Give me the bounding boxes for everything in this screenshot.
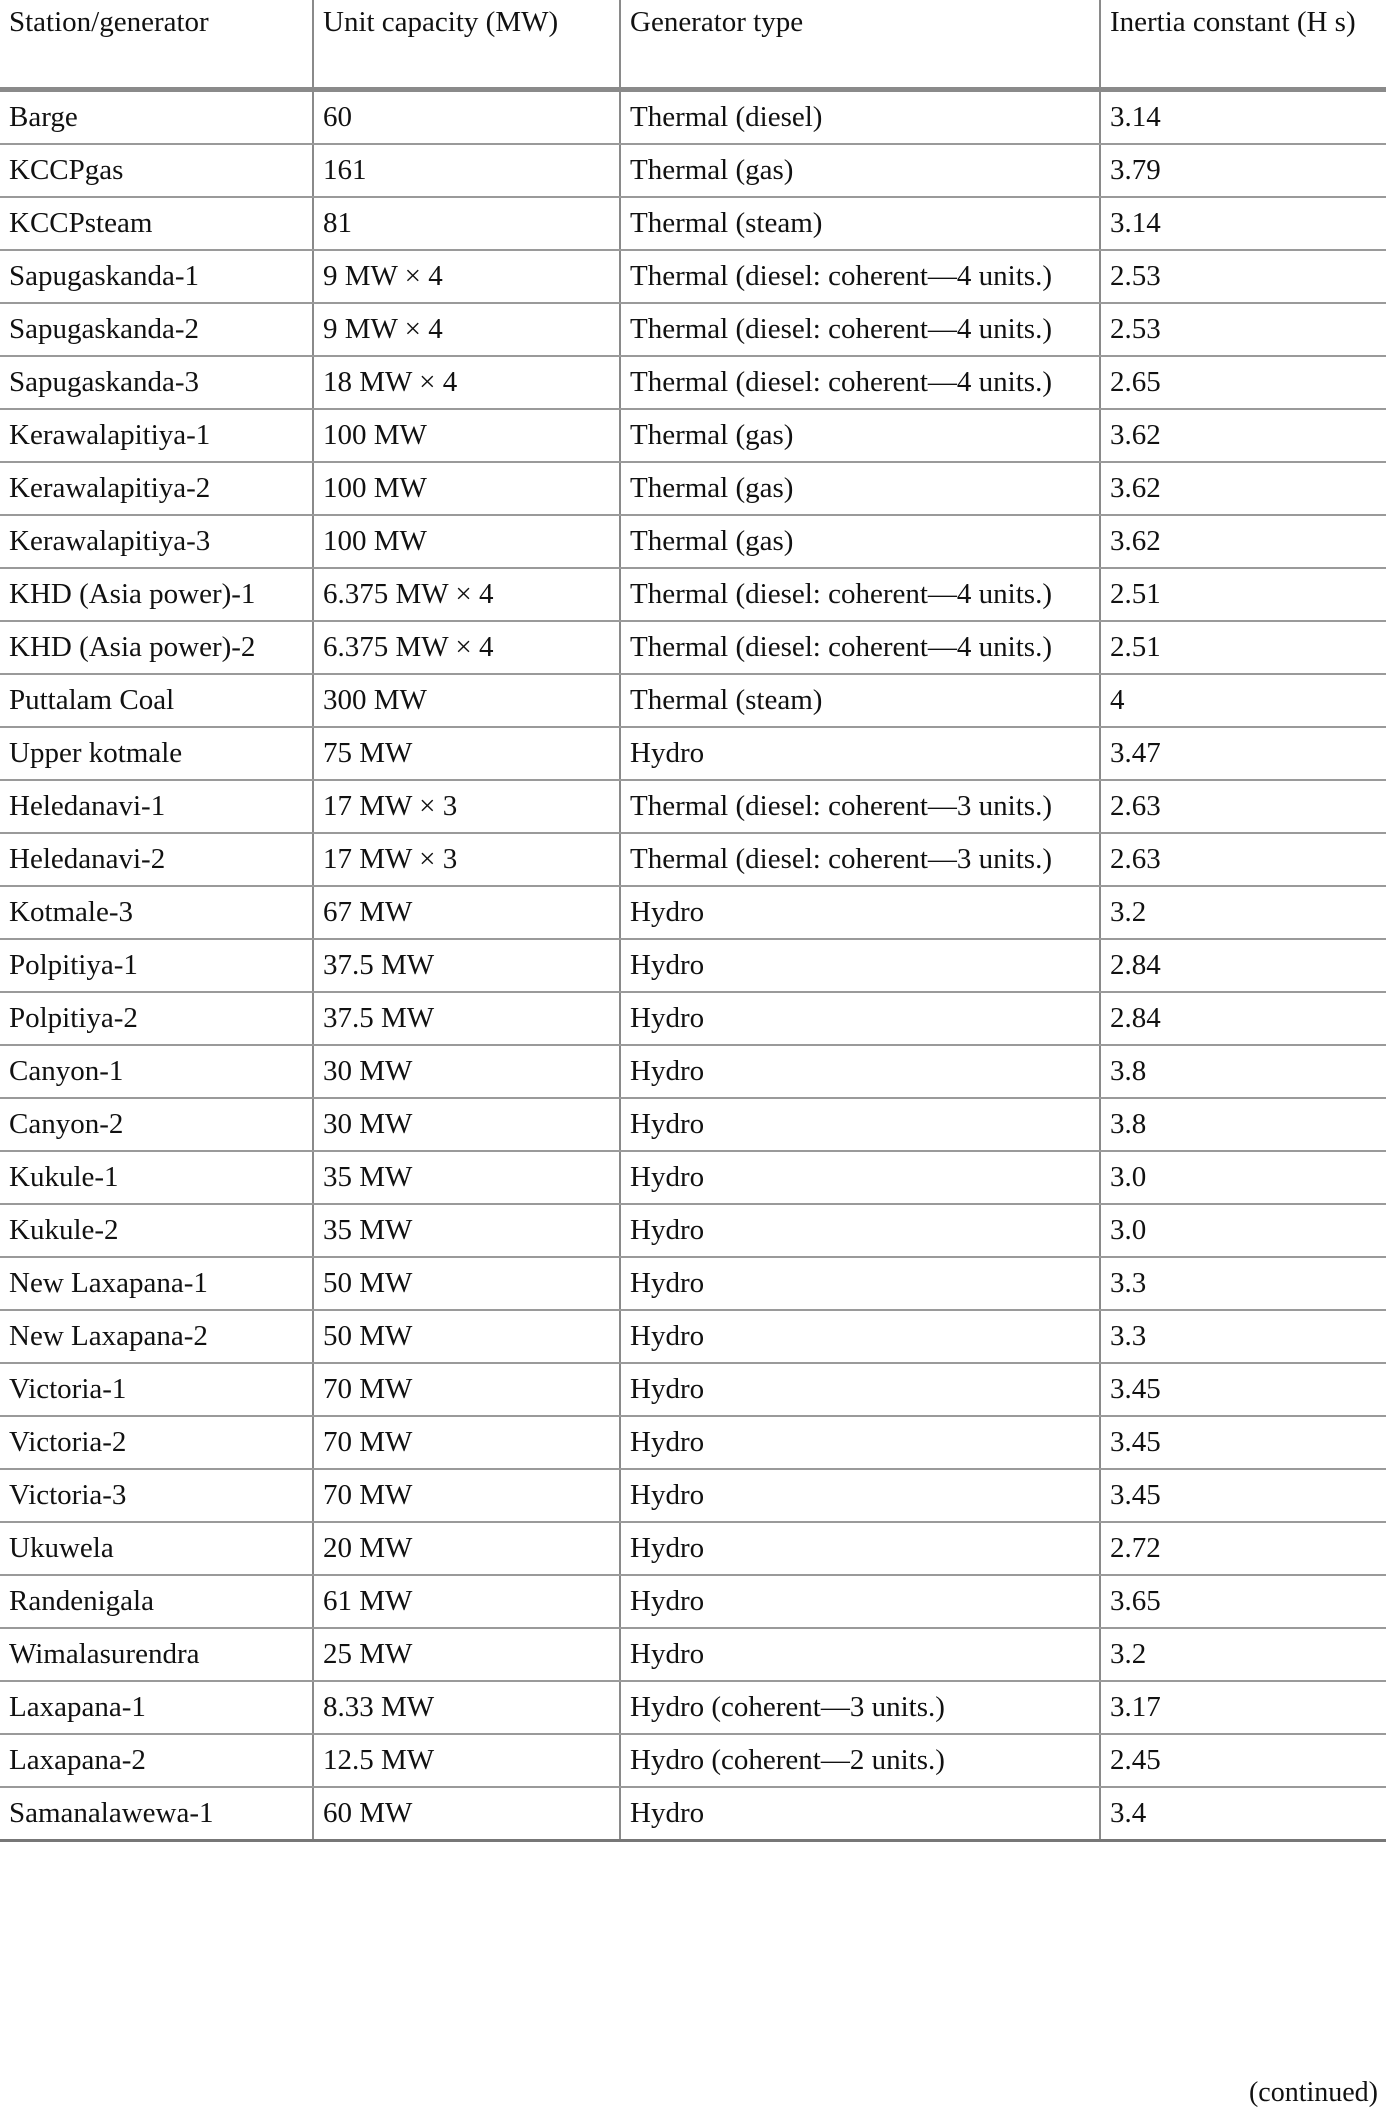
cell-capacity: 50 MW: [313, 1257, 620, 1310]
header-inertia: Inertia constant (H s): [1100, 0, 1386, 90]
cell-type: Hydro: [620, 1204, 1100, 1257]
cell-capacity: 12.5 MW: [313, 1734, 620, 1787]
table-row: [0, 1204, 1386, 1257]
table-row: [0, 1045, 1386, 1098]
cell-inertia: 2.84: [1100, 939, 1386, 992]
cell-station: Kerawalapitiya-2: [0, 462, 313, 515]
cell-capacity: 81: [313, 197, 620, 250]
cell-type: Hydro: [620, 939, 1100, 992]
cell-inertia: 2.45: [1100, 1734, 1386, 1787]
cell-station: Kerawalapitiya-3: [0, 515, 313, 568]
cell-inertia: 3.62: [1100, 409, 1386, 462]
cell-station: Polpitiya-2: [0, 992, 313, 1045]
cell-type: Hydro: [620, 1151, 1100, 1204]
cell-station: Upper kotmale: [0, 727, 313, 780]
cell-capacity: 35 MW: [313, 1151, 620, 1204]
cell-station: Sapugaskanda-1: [0, 250, 313, 303]
cell-type: Hydro: [620, 1628, 1100, 1681]
cell-inertia: 3.45: [1100, 1469, 1386, 1522]
cell-inertia: 3.8: [1100, 1045, 1386, 1098]
cell-capacity: 100 MW: [313, 462, 620, 515]
cell-station: Barge: [0, 90, 313, 145]
cell-station: Kukule-2: [0, 1204, 313, 1257]
cell-station: KHD (Asia power)-2: [0, 621, 313, 674]
cell-type: Thermal (gas): [620, 515, 1100, 568]
cell-inertia: 3.14: [1100, 197, 1386, 250]
table-body: [0, 90, 1386, 1841]
cell-station: KHD (Asia power)-1: [0, 568, 313, 621]
cell-capacity: 100 MW: [313, 409, 620, 462]
cell-type: Thermal (gas): [620, 144, 1100, 197]
cell-capacity: 67 MW: [313, 886, 620, 939]
cell-station: Puttalam Coal: [0, 674, 313, 727]
continued-note: (continued): [1248, 2077, 1378, 2108]
cell-capacity: 6.375 MW × 4: [313, 621, 620, 674]
table-row: [0, 780, 1386, 833]
cell-inertia: 3.79: [1100, 144, 1386, 197]
cell-capacity: 9 MW × 4: [313, 250, 620, 303]
cell-inertia: 3.0: [1100, 1204, 1386, 1257]
cell-type: Thermal (gas): [620, 409, 1100, 462]
cell-station: Canyon-2: [0, 1098, 313, 1151]
table-row: [0, 197, 1386, 250]
cell-station: Heledanavi-1: [0, 780, 313, 833]
cell-type: Thermal (steam): [620, 674, 1100, 727]
table-row: [0, 1257, 1386, 1310]
cell-capacity: 50 MW: [313, 1310, 620, 1363]
cell-inertia: 2.84: [1100, 992, 1386, 1045]
cell-inertia: 2.51: [1100, 621, 1386, 674]
cell-station: Kotmale-3: [0, 886, 313, 939]
cell-type: Hydro: [620, 1363, 1100, 1416]
header-type: Generator type: [620, 0, 1100, 90]
cell-type: Hydro: [620, 886, 1100, 939]
cell-station: Canyon-1: [0, 1045, 313, 1098]
table-row: [0, 727, 1386, 780]
cell-inertia: 3.45: [1100, 1363, 1386, 1416]
cell-capacity: 30 MW: [313, 1098, 620, 1151]
cell-capacity: 8.33 MW: [313, 1681, 620, 1734]
cell-station: Sapugaskanda-3: [0, 356, 313, 409]
cell-type: Hydro: [620, 992, 1100, 1045]
table-row: [0, 144, 1386, 197]
table-row: [0, 250, 1386, 303]
cell-station: Laxapana-1: [0, 1681, 313, 1734]
table-row: [0, 833, 1386, 886]
cell-capacity: 30 MW: [313, 1045, 620, 1098]
cell-inertia: 3.47: [1100, 727, 1386, 780]
cell-capacity: 70 MW: [313, 1469, 620, 1522]
cell-station: Laxapana-2: [0, 1734, 313, 1787]
table-row: [0, 1628, 1386, 1681]
table-row: [0, 1734, 1386, 1787]
table-row: [0, 992, 1386, 1045]
cell-capacity: 100 MW: [313, 515, 620, 568]
cell-station: Kerawalapitiya-1: [0, 409, 313, 462]
cell-station: Heledanavi-2: [0, 833, 313, 886]
cell-type: Thermal (diesel: coherent—4 units.): [620, 356, 1100, 409]
cell-station: Victoria-2: [0, 1416, 313, 1469]
cell-type: Thermal (steam): [620, 197, 1100, 250]
cell-capacity: 60: [313, 90, 620, 145]
cell-inertia: 3.65: [1100, 1575, 1386, 1628]
cell-type: Hydro (coherent—2 units.): [620, 1734, 1100, 1787]
cell-capacity: 6.375 MW × 4: [313, 568, 620, 621]
cell-capacity: 35 MW: [313, 1204, 620, 1257]
cell-inertia: 2.53: [1100, 250, 1386, 303]
cell-type: Hydro: [620, 1045, 1100, 1098]
cell-type: Hydro: [620, 1257, 1100, 1310]
table-row: [0, 1522, 1386, 1575]
header-row: [0, 0, 1386, 90]
cell-type: Hydro: [620, 1310, 1100, 1363]
cell-type: Thermal (diesel): [620, 90, 1100, 145]
cell-type: Thermal (diesel: coherent—4 units.): [620, 303, 1100, 356]
cell-type: Hydro (coherent—3 units.): [620, 1681, 1100, 1734]
table-row: [0, 568, 1386, 621]
cell-capacity: 20 MW: [313, 1522, 620, 1575]
cell-type: Thermal (gas): [620, 462, 1100, 515]
table-row: [0, 939, 1386, 992]
cell-capacity: 25 MW: [313, 1628, 620, 1681]
cell-inertia: 3.3: [1100, 1310, 1386, 1363]
cell-inertia: 2.63: [1100, 833, 1386, 886]
table-row: [0, 886, 1386, 939]
cell-station: Samanalawewa-1: [0, 1787, 313, 1841]
table-row: [0, 1151, 1386, 1204]
cell-type: Thermal (diesel: coherent—3 units.): [620, 780, 1100, 833]
cell-station: KCCPsteam: [0, 197, 313, 250]
cell-capacity: 300 MW: [313, 674, 620, 727]
cell-capacity: 37.5 MW: [313, 939, 620, 992]
cell-inertia: 3.14: [1100, 90, 1386, 145]
table-row: [0, 674, 1386, 727]
table-row: [0, 303, 1386, 356]
table-row: [0, 1363, 1386, 1416]
cell-type: Hydro: [620, 1787, 1100, 1841]
table-row: [0, 90, 1386, 145]
table-row: [0, 1098, 1386, 1151]
cell-station: Victoria-1: [0, 1363, 313, 1416]
table-row: [0, 462, 1386, 515]
cell-type: Hydro: [620, 1416, 1100, 1469]
cell-type: Hydro: [620, 1098, 1100, 1151]
cell-station: New Laxapana-2: [0, 1310, 313, 1363]
cell-type: Hydro: [620, 1469, 1100, 1522]
cell-inertia: 3.2: [1100, 886, 1386, 939]
cell-station: Sapugaskanda-2: [0, 303, 313, 356]
cell-capacity: 70 MW: [313, 1416, 620, 1469]
cell-station: Randenigala: [0, 1575, 313, 1628]
cell-type: Hydro: [620, 727, 1100, 780]
cell-inertia: 2.63: [1100, 780, 1386, 833]
cell-inertia: 3.62: [1100, 462, 1386, 515]
cell-station: New Laxapana-1: [0, 1257, 313, 1310]
table-row: [0, 1416, 1386, 1469]
cell-capacity: 70 MW: [313, 1363, 620, 1416]
cell-type: Thermal (diesel: coherent—4 units.): [620, 250, 1100, 303]
table-row: [0, 1787, 1386, 1841]
cell-capacity: 17 MW × 3: [313, 833, 620, 886]
cell-station: KCCPgas: [0, 144, 313, 197]
cell-type: Thermal (diesel: coherent—4 units.): [620, 568, 1100, 621]
cell-capacity: 9 MW × 4: [313, 303, 620, 356]
table-row: [0, 1469, 1386, 1522]
cell-capacity: 161: [313, 144, 620, 197]
cell-capacity: 60 MW: [313, 1787, 620, 1841]
cell-type: Hydro: [620, 1575, 1100, 1628]
cell-inertia: 3.8: [1100, 1098, 1386, 1151]
cell-station: Wimalasurendra: [0, 1628, 313, 1681]
header-station: Station/generator: [0, 0, 313, 90]
cell-inertia: 3.45: [1100, 1416, 1386, 1469]
cell-type: Thermal (diesel: coherent—4 units.): [620, 621, 1100, 674]
cell-inertia: 2.65: [1100, 356, 1386, 409]
table-row: [0, 621, 1386, 674]
cell-station: Kukule-1: [0, 1151, 313, 1204]
cell-station: Victoria-3: [0, 1469, 313, 1522]
cell-inertia: 3.17: [1100, 1681, 1386, 1734]
cell-capacity: 18 MW × 4: [313, 356, 620, 409]
cell-capacity: 37.5 MW: [313, 992, 620, 1045]
cell-capacity: 17 MW × 3: [313, 780, 620, 833]
cell-inertia: 3.3: [1100, 1257, 1386, 1310]
cell-inertia: 2.53: [1100, 303, 1386, 356]
cell-type: Hydro: [620, 1522, 1100, 1575]
cell-inertia: 3.4: [1100, 1787, 1386, 1841]
cell-inertia: 3.0: [1100, 1151, 1386, 1204]
table-row: [0, 1575, 1386, 1628]
cell-inertia: 3.2: [1100, 1628, 1386, 1681]
table-row: [0, 1310, 1386, 1363]
cell-capacity: 75 MW: [313, 727, 620, 780]
table-row: [0, 409, 1386, 462]
table-row: [0, 356, 1386, 409]
table-row: [0, 1681, 1386, 1734]
cell-station: Ukuwela: [0, 1522, 313, 1575]
cell-inertia: 4: [1100, 674, 1386, 727]
header-capacity: Unit capacity (MW): [313, 0, 620, 90]
table-row: [0, 515, 1386, 568]
cell-inertia: 2.51: [1100, 568, 1386, 621]
cell-station: Polpitiya-1: [0, 939, 313, 992]
cell-type: Thermal (diesel: coherent—3 units.): [620, 833, 1100, 886]
cell-inertia: 3.62: [1100, 515, 1386, 568]
cell-capacity: 61 MW: [313, 1575, 620, 1628]
cell-inertia: 2.72: [1100, 1522, 1386, 1575]
